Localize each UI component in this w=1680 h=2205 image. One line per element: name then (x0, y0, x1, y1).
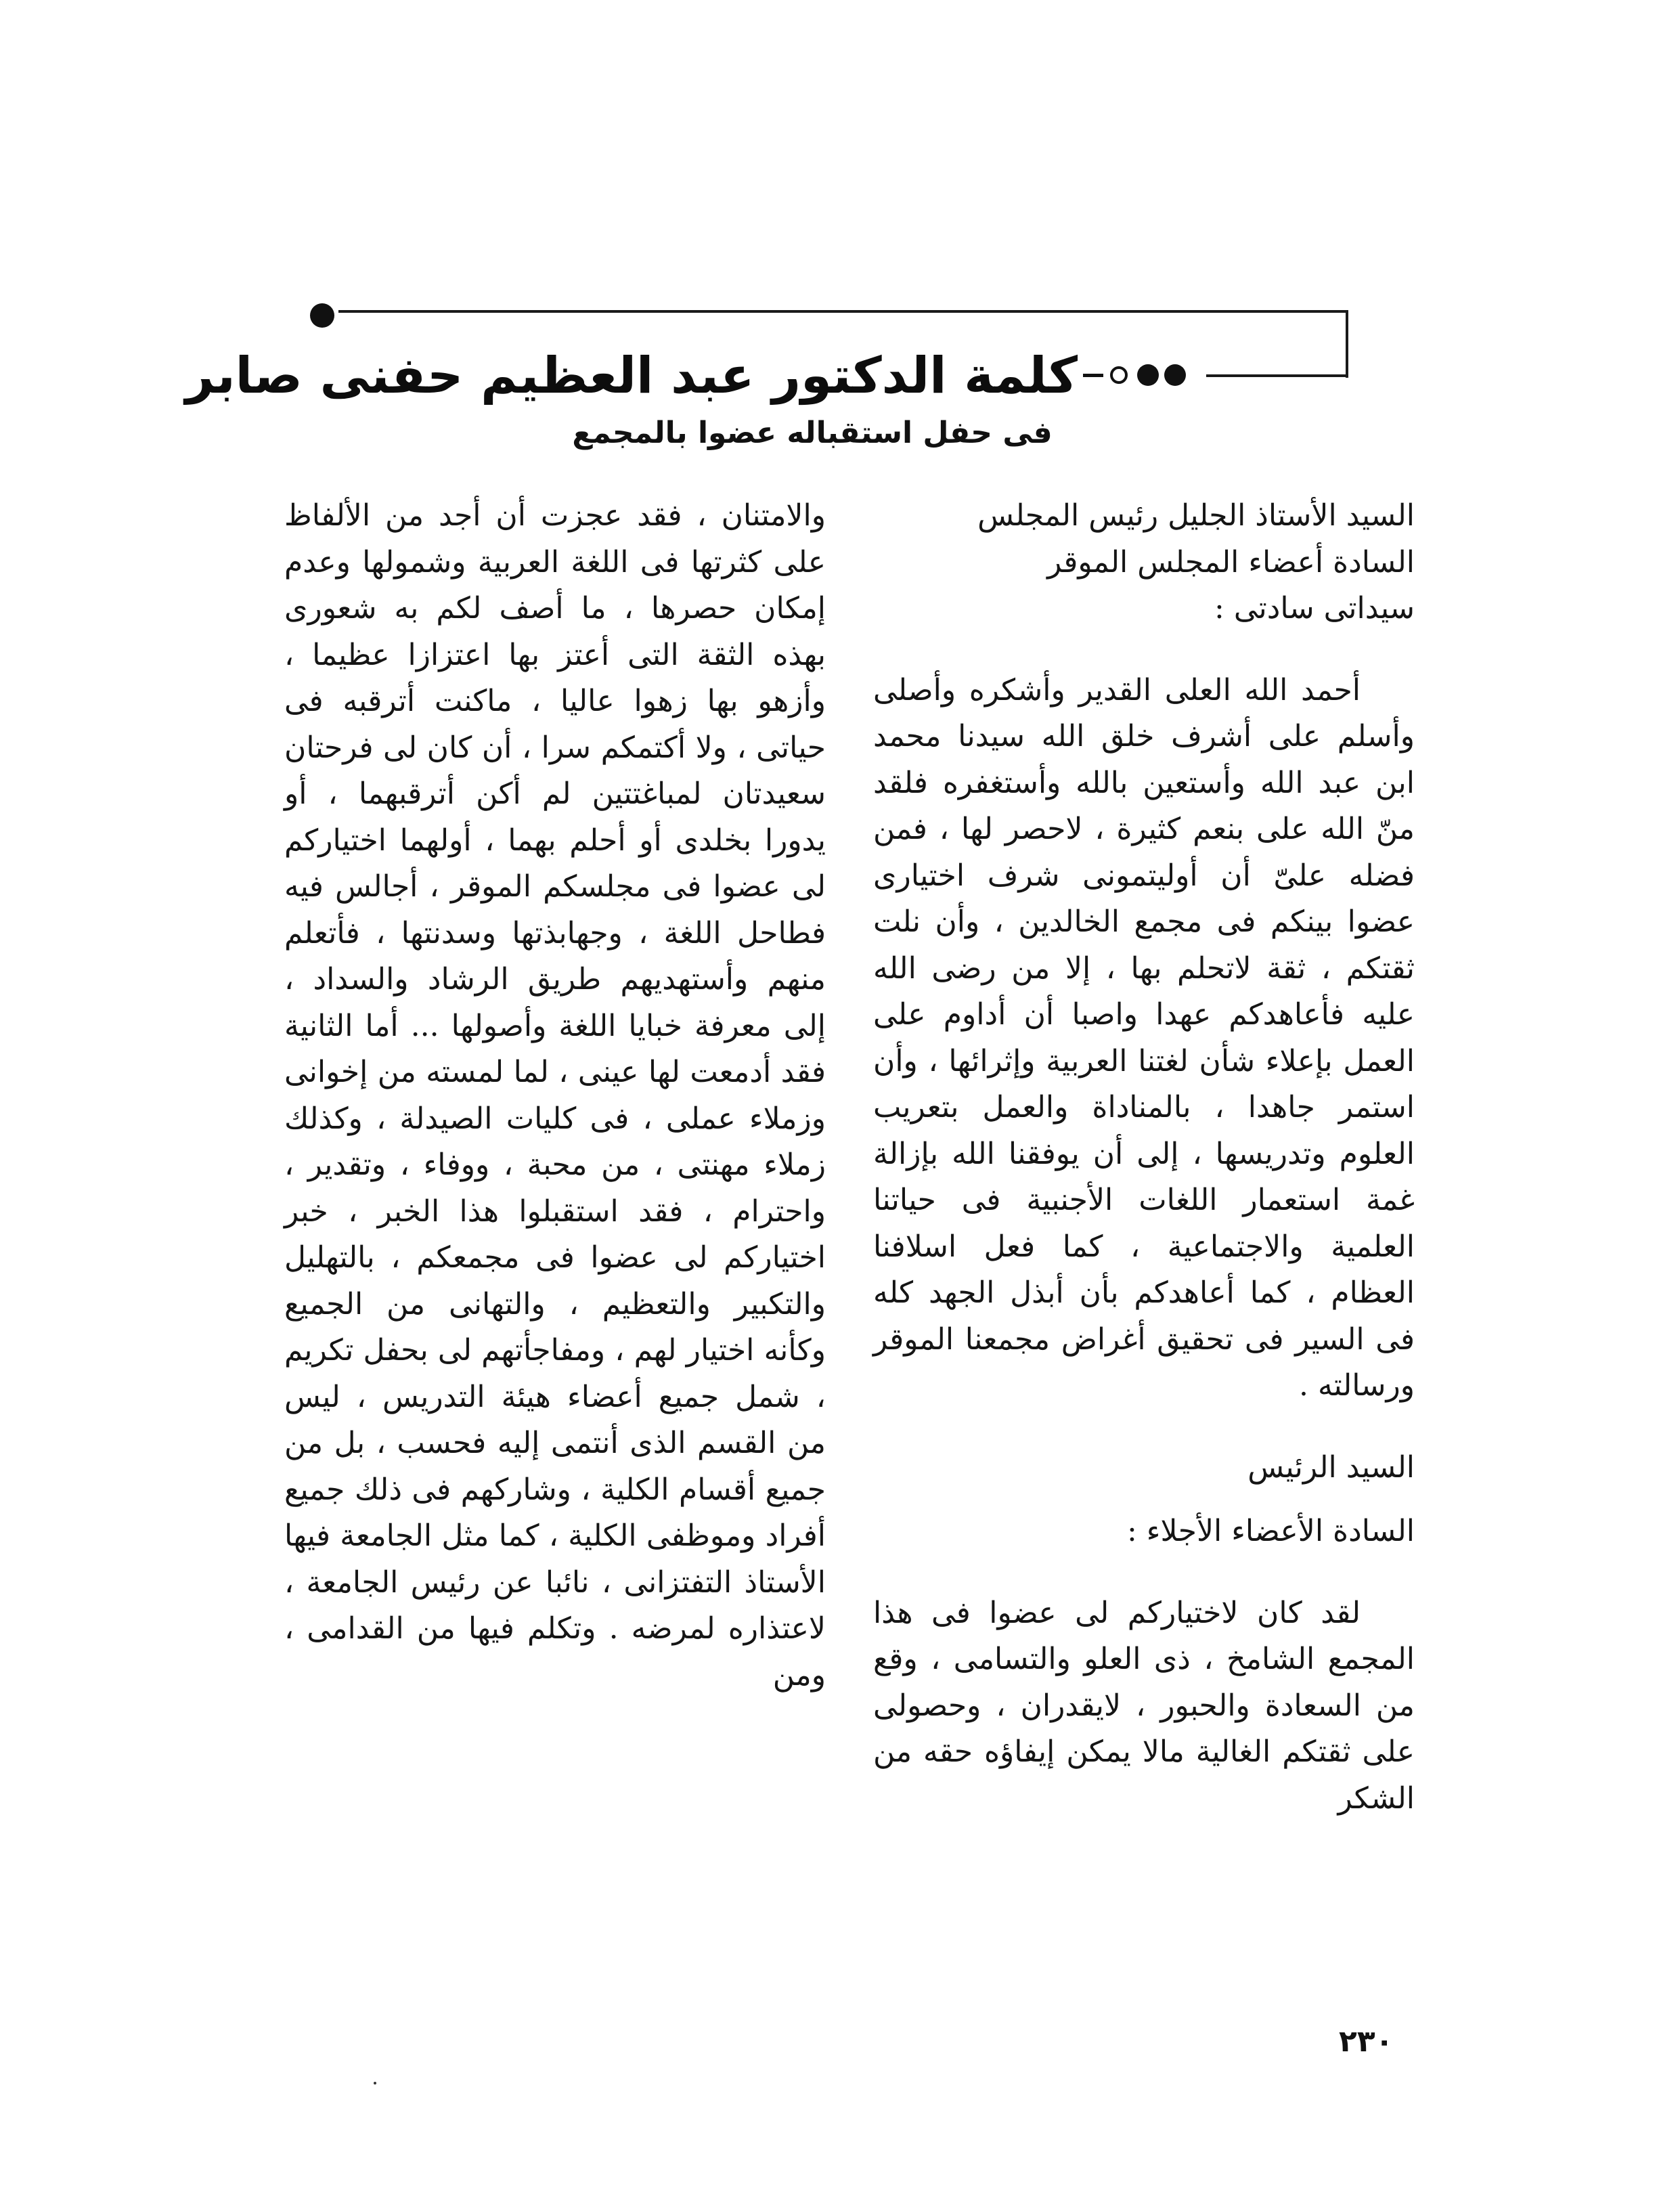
ornament-dot (1137, 364, 1159, 386)
page-number: ٢٣٠ (1339, 2024, 1394, 2059)
ornament-dot-left (310, 303, 334, 328)
header-rule-bottom (1206, 374, 1347, 377)
body-paragraph: لقد كان لاختياركم لى عضوا فى هذا المجمع الشامخ ، ذى العلو والتسامى ، وقع من السعادة والحبور ، لايقدران ، وحصولى على ثقتكم الغالية مالا يمكن إيفاؤه حقه من الشكر (873, 1595, 1415, 1816)
salutation-line: السيد الرئيس (1247, 1449, 1415, 1485)
ornament-ring (1110, 366, 1128, 384)
ornament-dot (1164, 364, 1186, 386)
text-column-left (284, 493, 826, 1699)
header-rule-top (338, 310, 1347, 313)
body-paragraph: أحمد الله العلى القدير وأشكره وأصلى وأسلم على أشرف خلق الله سيدنا محمد ابن عبد الله وأستعين بالله وأستغفره فلقد منّ الله على بنعم كثيرة ، لاحصر لها ، فمن فضله علىّ أن أوليتمونى شرف اختيارى عضوا بينكم فى مجمع الخالدين ، وأن نلت ثقتكم ، ثقة لاتحلم بها ، إلا من رضى الله عليه فأعاهدكم عهدا واصبا أن أداوم على العمل بإعلاء شأن لغتنا العربية وإثرائها ، وأن استمر جاهدا ، بالمناداة والعمل بتعريب العلوم وتدريسها ، إلى أن يوفقنا الله بإزالة غمة استعمار اللغات الأجنبية فى حياتنا العلمية والاجتماعية ، كما فعل اسلافنا العظام ، كما أعاهدكم بأن أبذل الجهد كله فى السير فى تحقيق أغراض مجمعنا الموقر ورسالته . (873, 672, 1415, 1403)
page-subtitle: فى حفل استقباله عضوا بالمجمع (572, 416, 1053, 450)
ornament-dots (1083, 360, 1198, 390)
salutation-line: السادة أعضاء المجلس الموقر (1047, 544, 1415, 580)
scan-speck (374, 2082, 376, 2084)
salutation-line: السيد الأستاذ الجليل رئيس المجلس (977, 498, 1415, 533)
ornament-dash (1083, 374, 1103, 377)
header-rule-vertical (1346, 310, 1348, 378)
text-column-right (873, 493, 1415, 1822)
salutation-line: سيداتى سادتى : (1214, 591, 1415, 626)
body-paragraph: والامتنان ، فقد عجزت أن أجد من الألفاظ على كثرتها فى اللغة العربية وشمولها وعدم إمكان حصرها ، ما أصف لكم به شعورى بهذه الثقة التى أعتز بها اعتزازا عظيما ، وأزهو بها زهوا عاليا ، ماكنت أترقبه فى حياتى ، ولا أكتمكم سرا ، أن كان لى فرحتان سعيدتان لمباغتتين لم أكن أترقبهما ، أو يدورا بخلدى أو أحلم بهما ، أولهما اختياركم لى عضوا فى مجلسكم الموقر ، أجالس فيه فطاحل اللغة ، وجهابذتها وسدنتها ، فأتعلم منهم وأستهديهم طريق الرشاد والسداد ، إلى معرفة خبايا اللغة وأصولها ... أما الثانية فقد أدمعت لها عينى ، لما لمسته من إخوانى وزملاء عملى ، فى كليات الصيدلة ، وكذلك زملاء مهنتى ، من محبة ، ووفاء ، وتقدير ، واحترام ، فقد استقبلوا هذا الخبر ، خبر اختياركم لى عضوا فى مجمعكم ، بالتهليل والتكبير والتعظيم ، والتهانى من الجميع وكأنه اختيار لهم ، ومفاجأتهم لى بحفل تكريم ، شمل جميع أعضاء هيئة التدريس ، ليس من القسم الذى أنتمى إليه فحسب ، بل من جميع أقسام الكلية ، وشاركهم فى ذلك جميع أفراد وموظفى الكلية ، كما مثل الجامعة فيها الأستاذ التفتزانى ، نائبا عن رئيس الجامعة ، لاعتذاره لمرضه . وتكلم فيها من القدامى ، ومن (284, 498, 826, 1693)
salutation-line: السادة الأعضاء الأجلاء : (1126, 1514, 1415, 1548)
page-title: كلمة الدكتور عبد العظيم حفنى صابر (185, 347, 1078, 405)
